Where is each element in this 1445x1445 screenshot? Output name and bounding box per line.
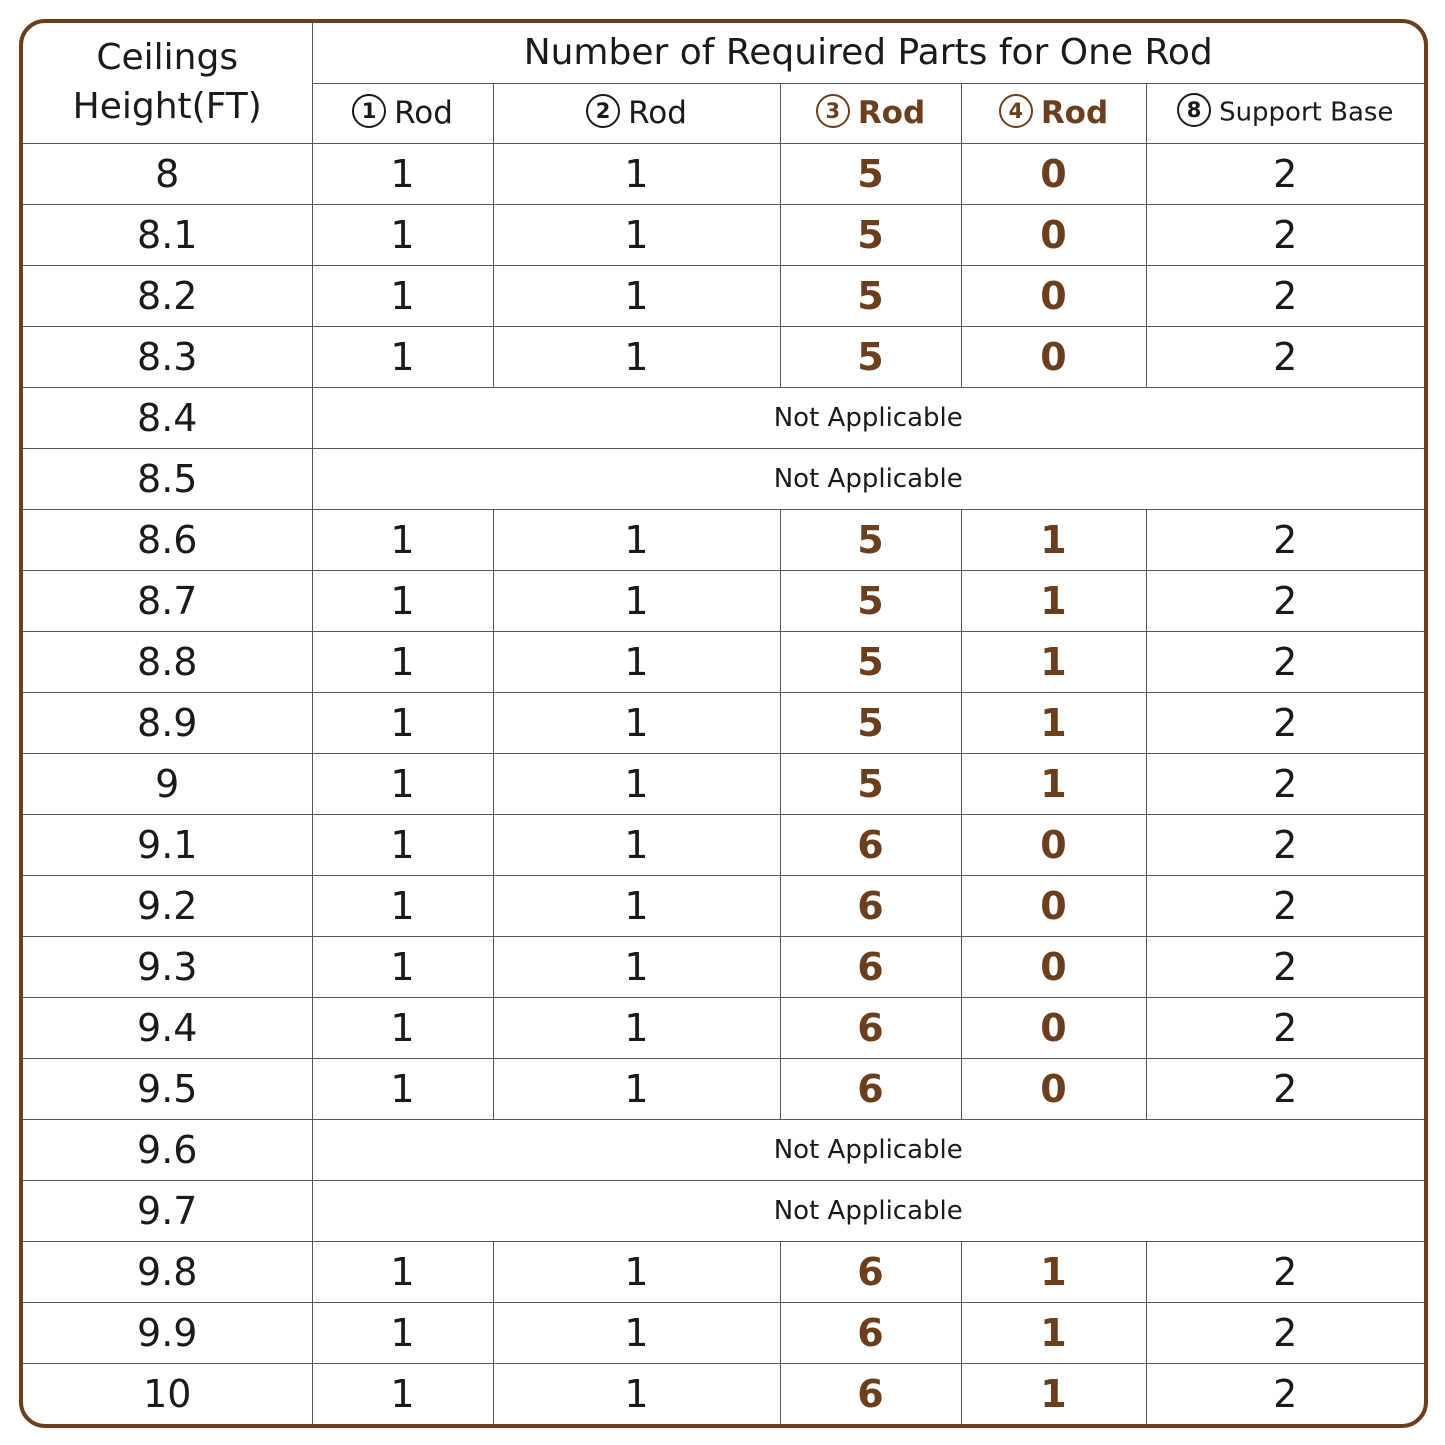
rod-2-count-cell: 1 bbox=[493, 997, 780, 1058]
rod-2-count-cell: 1 bbox=[493, 875, 780, 936]
rod-1-count-cell: 1 bbox=[312, 204, 493, 265]
table-row bbox=[23, 570, 1424, 631]
ceiling-height-cell: 9.6 bbox=[23, 1119, 312, 1180]
support-base-count-cell: 2 bbox=[1146, 631, 1424, 692]
rod-1-count-cell: 1 bbox=[312, 875, 493, 936]
ceiling-height-cell: 8.3 bbox=[23, 326, 312, 387]
col-header-rod-1 bbox=[312, 83, 493, 143]
rod-1-count-cell: 1 bbox=[312, 631, 493, 692]
ceilings-height-header bbox=[23, 23, 312, 143]
support-base-count-cell: 2 bbox=[1146, 875, 1424, 936]
rod-3-count-cell: 6 bbox=[780, 1241, 961, 1302]
rod-1-count-cell: 1 bbox=[312, 814, 493, 875]
rod-4-count-cell: 0 bbox=[961, 143, 1146, 204]
rod-4-count-cell: 1 bbox=[961, 1363, 1146, 1424]
rod-4-count-cell: 1 bbox=[961, 570, 1146, 631]
required-parts-table bbox=[23, 23, 1424, 1424]
table-row bbox=[23, 997, 1424, 1058]
rod-3-count-cell: 5 bbox=[780, 326, 961, 387]
not-applicable-cell: Not Applicable bbox=[312, 387, 1424, 448]
rod-3-count-cell: 5 bbox=[780, 265, 961, 326]
table-row bbox=[23, 936, 1424, 997]
table-row bbox=[23, 1180, 1424, 1241]
ceiling-height-cell: 10 bbox=[23, 1363, 312, 1424]
col-header-rod-4 bbox=[961, 83, 1146, 143]
rod-1-count-cell: 1 bbox=[312, 1302, 493, 1363]
table-row bbox=[23, 265, 1424, 326]
col-label: Rod bbox=[394, 94, 453, 131]
not-applicable-cell: Not Applicable bbox=[312, 448, 1424, 509]
rod-2-count-cell: 1 bbox=[493, 326, 780, 387]
ceiling-height-cell: 8.7 bbox=[23, 570, 312, 631]
rod-2-count-cell: 1 bbox=[493, 509, 780, 570]
support-base-count-cell: 2 bbox=[1146, 692, 1424, 753]
rod-3-count-cell: 6 bbox=[780, 936, 961, 997]
rod-3-count-cell: 5 bbox=[780, 753, 961, 814]
parts-table-frame bbox=[19, 19, 1428, 1428]
col-label: Rod bbox=[628, 94, 687, 131]
rod-4-count-cell: 1 bbox=[961, 1302, 1146, 1363]
rod-4-count-cell: 1 bbox=[961, 692, 1146, 753]
table-row bbox=[23, 1363, 1424, 1424]
rod-2-count-cell: 1 bbox=[493, 265, 780, 326]
ceiling-height-cell: 8.6 bbox=[23, 509, 312, 570]
rod-1-count-cell: 1 bbox=[312, 570, 493, 631]
rod-1-count-cell: 1 bbox=[312, 326, 493, 387]
support-base-count-cell: 2 bbox=[1146, 814, 1424, 875]
ceiling-height-cell: 9.1 bbox=[23, 814, 312, 875]
rod-3-count-cell: 5 bbox=[780, 570, 961, 631]
support-base-count-cell: 2 bbox=[1146, 1302, 1424, 1363]
rod-2-count-cell: 1 bbox=[493, 692, 780, 753]
rod-1-count-cell: 1 bbox=[312, 1241, 493, 1302]
support-base-count-cell: 2 bbox=[1146, 753, 1424, 814]
ceilings-header-line2: Height(FT) bbox=[72, 85, 262, 127]
table-row bbox=[23, 509, 1424, 570]
col-header-support-base bbox=[1146, 83, 1424, 143]
rod-3-count-cell: 5 bbox=[780, 509, 961, 570]
support-base-count-cell: 2 bbox=[1146, 1363, 1424, 1424]
rod-3-count-cell: 6 bbox=[780, 1058, 961, 1119]
support-base-count-cell: 2 bbox=[1146, 326, 1424, 387]
table-row bbox=[23, 753, 1424, 814]
rod-1-count-cell: 1 bbox=[312, 265, 493, 326]
support-base-count-cell: 2 bbox=[1146, 1058, 1424, 1119]
table-row bbox=[23, 387, 1424, 448]
support-base-count-cell: 2 bbox=[1146, 997, 1424, 1058]
rod-1-count-cell: 1 bbox=[312, 1058, 493, 1119]
rod-2-count-cell: 1 bbox=[493, 631, 780, 692]
rod-2-count-cell: 1 bbox=[493, 1241, 780, 1302]
rod-3-count-cell: 5 bbox=[780, 692, 961, 753]
rod-3-count-cell: 6 bbox=[780, 1302, 961, 1363]
col-label: Rod bbox=[1040, 94, 1109, 131]
col-label: Rod bbox=[857, 94, 926, 131]
rod-2-count-cell: 1 bbox=[493, 570, 780, 631]
group-title-header: Number of Required Parts for One Rod bbox=[312, 23, 1424, 83]
col-header-rod-3 bbox=[780, 83, 961, 143]
ceilings-header-line1: Ceilings bbox=[96, 37, 239, 79]
table-row bbox=[23, 1119, 1424, 1180]
ceiling-height-cell: 9.7 bbox=[23, 1180, 312, 1241]
col-header-rod-2 bbox=[493, 83, 780, 143]
table-row bbox=[23, 1058, 1424, 1119]
rod-2-count-cell: 1 bbox=[493, 814, 780, 875]
table-row bbox=[23, 631, 1424, 692]
rod-4-count-cell: 0 bbox=[961, 326, 1146, 387]
rod-4-count-cell: 0 bbox=[961, 204, 1146, 265]
not-applicable-cell: Not Applicable bbox=[312, 1119, 1424, 1180]
table-row bbox=[23, 204, 1424, 265]
rod-3-count-cell: 6 bbox=[780, 875, 961, 936]
ceiling-height-cell: 9.4 bbox=[23, 997, 312, 1058]
ceiling-height-cell: 9.5 bbox=[23, 1058, 312, 1119]
rod-4-count-cell: 1 bbox=[961, 631, 1146, 692]
rod-2-count-cell: 1 bbox=[493, 204, 780, 265]
rod-4-count-cell: 0 bbox=[961, 814, 1146, 875]
ceiling-height-cell: 9.3 bbox=[23, 936, 312, 997]
support-base-count-cell: 2 bbox=[1146, 143, 1424, 204]
circled-number-8-icon: 8 bbox=[1177, 93, 1211, 127]
rod-3-count-cell: 5 bbox=[780, 204, 961, 265]
table-row bbox=[23, 143, 1424, 204]
rod-4-count-cell: 0 bbox=[961, 997, 1146, 1058]
rod-3-count-cell: 6 bbox=[780, 1363, 961, 1424]
rod-1-count-cell: 1 bbox=[312, 692, 493, 753]
rod-1-count-cell: 1 bbox=[312, 509, 493, 570]
ceiling-height-cell: 8.8 bbox=[23, 631, 312, 692]
ceiling-height-cell: 9.8 bbox=[23, 1241, 312, 1302]
rod-1-count-cell: 1 bbox=[312, 936, 493, 997]
rod-3-count-cell: 5 bbox=[780, 143, 961, 204]
ceiling-height-cell: 8.5 bbox=[23, 448, 312, 509]
support-base-count-cell: 2 bbox=[1146, 204, 1424, 265]
col-label: Support Base bbox=[1219, 97, 1394, 128]
support-base-count-cell: 2 bbox=[1146, 570, 1424, 631]
ceiling-height-cell: 8 bbox=[23, 143, 312, 204]
table-row bbox=[23, 1241, 1424, 1302]
rod-2-count-cell: 1 bbox=[493, 1058, 780, 1119]
ceiling-height-cell: 8.1 bbox=[23, 204, 312, 265]
circled-number-2-icon: 2 bbox=[586, 94, 620, 128]
rod-1-count-cell: 1 bbox=[312, 143, 493, 204]
rod-4-count-cell: 0 bbox=[961, 265, 1146, 326]
rod-4-count-cell: 1 bbox=[961, 509, 1146, 570]
rod-3-count-cell: 5 bbox=[780, 631, 961, 692]
table-body bbox=[23, 143, 1424, 1424]
rod-4-count-cell: 1 bbox=[961, 1241, 1146, 1302]
table-row bbox=[23, 326, 1424, 387]
rod-1-count-cell: 1 bbox=[312, 753, 493, 814]
rod-2-count-cell: 1 bbox=[493, 936, 780, 997]
rod-2-count-cell: 1 bbox=[493, 1302, 780, 1363]
support-base-count-cell: 2 bbox=[1146, 936, 1424, 997]
table-row bbox=[23, 692, 1424, 753]
rod-4-count-cell: 0 bbox=[961, 1058, 1146, 1119]
rod-2-count-cell: 1 bbox=[493, 143, 780, 204]
header-row-1 bbox=[23, 23, 1424, 83]
circled-number-3-icon: 3 bbox=[816, 94, 850, 128]
support-base-count-cell: 2 bbox=[1146, 1241, 1424, 1302]
support-base-count-cell: 2 bbox=[1146, 509, 1424, 570]
ceiling-height-cell: 9.9 bbox=[23, 1302, 312, 1363]
circled-number-4-icon: 4 bbox=[999, 94, 1033, 128]
ceiling-height-cell: 8.2 bbox=[23, 265, 312, 326]
rod-3-count-cell: 6 bbox=[780, 997, 961, 1058]
rod-4-count-cell: 0 bbox=[961, 936, 1146, 997]
table-row bbox=[23, 448, 1424, 509]
ceiling-height-cell: 8.4 bbox=[23, 387, 312, 448]
rod-3-count-cell: 6 bbox=[780, 814, 961, 875]
support-base-count-cell: 2 bbox=[1146, 265, 1424, 326]
not-applicable-cell: Not Applicable bbox=[312, 1180, 1424, 1241]
table-row bbox=[23, 814, 1424, 875]
ceiling-height-cell: 8.9 bbox=[23, 692, 312, 753]
rod-1-count-cell: 1 bbox=[312, 997, 493, 1058]
circled-number-1-icon: 1 bbox=[352, 94, 386, 128]
ceiling-height-cell: 9.2 bbox=[23, 875, 312, 936]
rod-4-count-cell: 1 bbox=[961, 753, 1146, 814]
rod-4-count-cell: 0 bbox=[961, 875, 1146, 936]
table-row bbox=[23, 875, 1424, 936]
ceiling-height-cell: 9 bbox=[23, 753, 312, 814]
rod-2-count-cell: 1 bbox=[493, 753, 780, 814]
table-row bbox=[23, 1302, 1424, 1363]
rod-1-count-cell: 1 bbox=[312, 1363, 493, 1424]
rod-2-count-cell: 1 bbox=[493, 1363, 780, 1424]
